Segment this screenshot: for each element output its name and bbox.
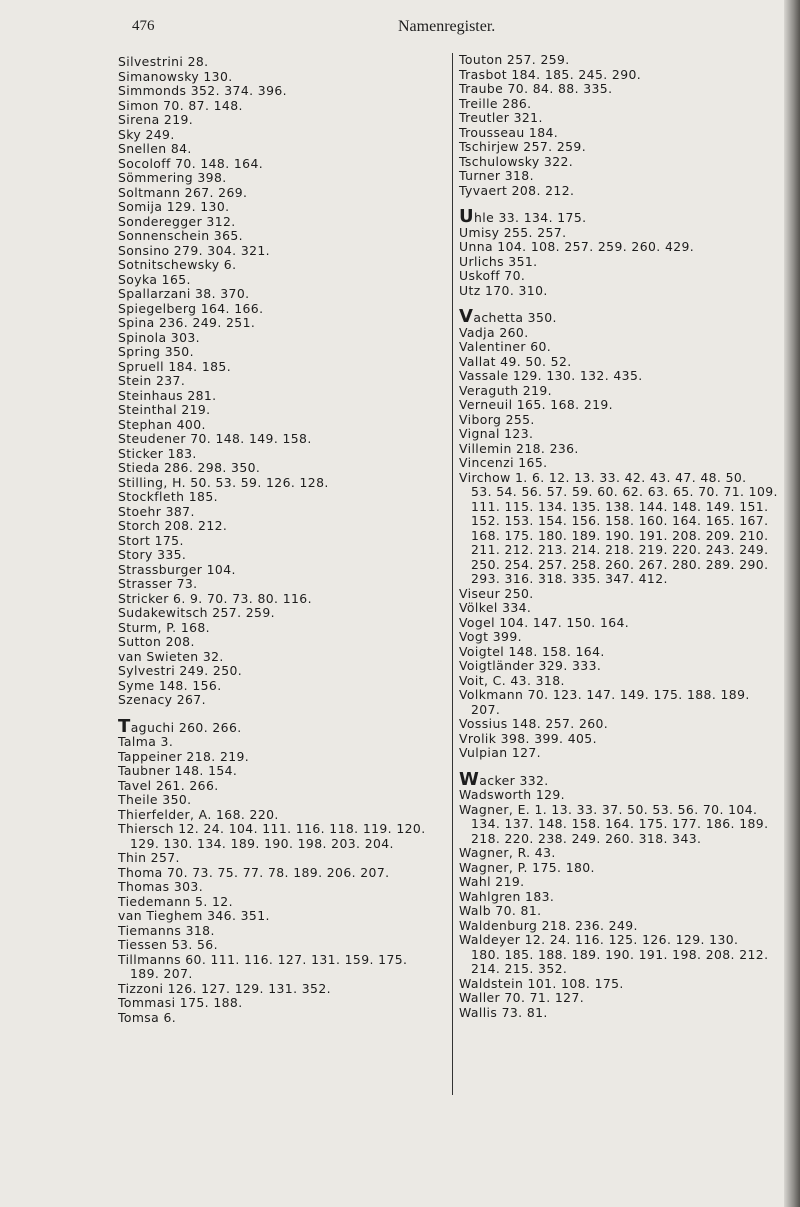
index-entry-text: Tillmanns 60. 111. 116. 127. 131. 159. 175. <box>118 951 408 967</box>
index-entry-text: Silvestrini 28. <box>118 54 209 69</box>
section-initial-letter: W <box>459 768 480 790</box>
index-entry <box>459 226 797 241</box>
index-entry <box>459 875 797 890</box>
index-entry <box>459 398 797 413</box>
section-initial-letter: V <box>459 306 474 327</box>
index-entry-text: Sonsino 279. 304. 321. <box>118 242 271 258</box>
index-entry-text: Veraguth 219. <box>459 382 552 398</box>
index-entry-text: Spina 236. 249. 251. <box>118 315 256 330</box>
index-entry-text: Wagner, R. 43. <box>459 845 556 860</box>
index-entry <box>459 126 797 141</box>
index-entry <box>459 255 797 270</box>
index-entry-text: Walb 70. 81. <box>459 903 542 918</box>
index-entry-text: Wahl 219. <box>459 874 525 889</box>
index-entry-text: Tomsa 6. <box>118 1009 177 1025</box>
page-edge-shadow <box>784 0 800 1207</box>
index-entry <box>459 630 797 645</box>
index-entry-text: Thomas 303. <box>118 879 204 894</box>
index-entry <box>118 200 443 215</box>
index-entry <box>118 650 443 665</box>
index-entry <box>459 674 797 689</box>
index-entry <box>459 904 797 919</box>
index-entry <box>459 645 797 660</box>
index-entry-text: Stieda 286. 298. 350. <box>118 460 261 475</box>
page-number: 476 <box>132 18 155 34</box>
index-entry-continuation: 180. 185. 188. 189. 190. 191. 198. 208. 212. 214. 215. 352. <box>471 946 769 976</box>
index-entry-text: Sudakewitsch 257. 259. <box>118 605 275 620</box>
index-entry-text: Virchow 1. 6. 12. 13. 33. 42. 43. 47. 48. 50. <box>459 469 747 485</box>
index-entry <box>118 345 443 360</box>
index-entry <box>118 244 443 259</box>
index-entry <box>118 808 443 823</box>
index-entry-continuation: 207. <box>471 701 501 717</box>
index-entry <box>118 113 443 128</box>
index-entry-text: Sotnitschewsky 6. <box>118 257 237 272</box>
index-entry-text: Spiegelberg 164. 166. <box>118 300 264 316</box>
index-entry-continuation: 134. 137. 148. 158. 164. 175. 177. 186. 189. 218. 220. 238. 249. 260. 318. 343. <box>471 816 769 846</box>
index-entry-text: Sylvestri 249. 250. <box>118 663 243 678</box>
index-entry <box>459 326 797 341</box>
index-entry <box>459 861 797 876</box>
page-header <box>0 18 800 40</box>
index-entry-text: Steudener 70. 148. 149. 158. <box>118 431 312 446</box>
index-entry-text: Story 335. <box>118 547 187 562</box>
index-entry <box>118 822 443 851</box>
index-entry-text: Unna 104. 108. 257. 259. 260. 429. <box>459 239 695 254</box>
index-entry-text: Voigtländer 329. 333. <box>459 658 602 673</box>
index-entry-text: Utz 170. 310. <box>459 282 548 298</box>
index-entry <box>118 548 443 563</box>
index-entry-text: Sonnenschein 365. <box>118 228 243 243</box>
section-initial-letter: U <box>459 206 475 227</box>
index-entry-text: Tizzoni 126. 127. 129. 131. 352. <box>118 980 331 996</box>
index-entry <box>118 128 443 143</box>
index-entry-text: Vrolik 398. 399. 405. <box>459 730 597 746</box>
index-entry-text: Viborg 255. <box>459 411 535 427</box>
index-entry <box>118 447 443 462</box>
index-entry-text: Vignal 123. <box>459 426 534 441</box>
index-entry-text: Sturm, P. 168. <box>118 619 211 635</box>
index-entry <box>118 996 443 1011</box>
index-entry-text: Trasbot 184. 185. 245. 290. <box>459 66 642 82</box>
index-entry <box>118 735 443 750</box>
index-entry <box>118 461 443 476</box>
index-entry-text: Socoloff 70. 148. 164. <box>118 155 264 171</box>
index-entry <box>459 746 797 761</box>
index-entry <box>459 340 797 355</box>
index-entry <box>118 99 443 114</box>
index-entry-continuation: 189. 207. <box>130 966 193 981</box>
index-entry-text: Waldeyer 12. 24. 116. 125. 126. 129. 130. <box>459 932 739 947</box>
index-entry-text: Tiedemann 5. 12. <box>118 893 233 909</box>
index-entry <box>459 587 797 602</box>
index-column-left <box>118 55 443 1025</box>
index-entry-text: Strassburger 104. <box>118 561 236 577</box>
index-entry <box>118 635 443 650</box>
index-entry <box>459 427 797 442</box>
section-gap <box>118 708 443 720</box>
index-entry-text: Vulpian 127. <box>459 745 542 760</box>
index-entry <box>118 432 443 447</box>
index-entry-text: achetta 350. <box>473 310 557 325</box>
index-entry <box>118 606 443 621</box>
index-entry-text: Waldstein 101. 108. 175. <box>459 975 624 991</box>
index-entry <box>118 793 443 808</box>
index-entry-text: Voigtel 148. 158. 164. <box>459 643 605 659</box>
index-entry <box>459 306 797 327</box>
index-entry-text: Sticker 183. <box>118 445 197 461</box>
index-entry-text: Völkel 334. <box>459 600 532 615</box>
index-entry-text: Steinthal 219. <box>118 402 211 417</box>
index-entry <box>118 851 443 866</box>
index-entry <box>118 895 443 910</box>
index-entry <box>459 890 797 905</box>
index-entry <box>459 355 797 370</box>
index-entry-text: Treille 286. <box>459 95 532 111</box>
index-entry <box>118 621 443 636</box>
index-entry-text: Stephan 400. <box>118 416 206 432</box>
index-entry <box>118 229 443 244</box>
index-entry <box>118 693 443 708</box>
index-entry <box>118 273 443 288</box>
index-entry-text: Stoehr 387. <box>118 503 195 519</box>
index-entry <box>459 53 797 68</box>
index-entry-text: Strasser 73. <box>118 576 198 591</box>
index-entry-text: Stein 237. <box>118 373 186 388</box>
index-entry-text: Steinhaus 281. <box>118 387 217 403</box>
index-entry <box>118 953 443 982</box>
index-entry <box>459 788 797 803</box>
index-entry <box>459 601 797 616</box>
index-entry-text: Thin 257. <box>118 850 180 865</box>
index-entry <box>118 55 443 70</box>
index-entry <box>459 1006 797 1021</box>
index-entry-text: Tiessen 53. 56. <box>118 937 218 952</box>
index-entry <box>459 659 797 674</box>
index-entry <box>118 664 443 679</box>
index-entry-text: Sky 249. <box>118 126 175 142</box>
index-entry-text: Wallis 73. 81. <box>459 1004 548 1020</box>
index-entry-text: Trousseau 184. <box>459 124 559 140</box>
index-entry-text: Tyvaert 208. 212. <box>459 182 575 198</box>
index-entry-text: Simanowsky 130. <box>118 68 233 84</box>
index-entry-text: Verneuil 165. 168. 219. <box>459 397 614 412</box>
index-entry-text: Snellen 84. <box>118 141 192 156</box>
index-entry-text: hle 33. 134. 175. <box>474 210 587 225</box>
index-entry-text: acker 332. <box>479 772 549 788</box>
index-entry-text: Spallarzani 38. 370. <box>118 286 250 301</box>
page-title: Namenregister. <box>398 18 496 35</box>
index-entry-text: Sirena 219. <box>118 112 194 127</box>
index-entry <box>118 418 443 433</box>
index-entry <box>459 616 797 631</box>
index-entry <box>459 413 797 428</box>
index-entry <box>118 909 443 924</box>
index-entry <box>118 171 443 186</box>
index-entry <box>118 215 443 230</box>
index-entry-text: Soltmann 267. 269. <box>118 184 248 200</box>
index-entry <box>118 880 443 895</box>
index-entry <box>459 111 797 126</box>
index-entry-text: Sömmering 398. <box>118 170 227 185</box>
index-entry <box>118 519 443 534</box>
index-entry <box>459 206 797 227</box>
index-entry-text: Tschirjew 257. 259. <box>459 139 587 154</box>
index-entry <box>459 155 797 170</box>
index-entry <box>459 140 797 155</box>
index-entry-text: Turner 318. <box>459 168 534 183</box>
index-entry-text: Syme 148. 156. <box>118 677 222 693</box>
index-entry <box>459 688 797 717</box>
index-entry <box>459 803 797 847</box>
index-entry-text: Vossius 148. 257. 260. <box>459 716 609 731</box>
index-entry <box>459 97 797 112</box>
index-entry-text: Valentiner 60. <box>459 339 552 354</box>
index-entry-text: Waller 70. 71. 127. <box>459 990 585 1005</box>
index-entry-text: Sutton 208. <box>118 634 195 649</box>
index-entry <box>118 534 443 549</box>
index-entry-text: Waldenburg 218. 236. 249. <box>459 917 638 933</box>
section-gap <box>459 298 797 310</box>
index-entry <box>118 750 443 765</box>
index-entry <box>118 142 443 157</box>
index-entry <box>118 866 443 881</box>
index-entry <box>118 316 443 331</box>
index-entry <box>459 442 797 457</box>
index-entry-text: aguchi 260. 266. <box>130 719 242 735</box>
index-entry-text: Volkmann 70. 123. 147. 149. 175. 188. 189. <box>459 687 750 702</box>
index-entry-text: van Tieghem 346. 351. <box>118 908 270 923</box>
index-entry <box>118 505 443 520</box>
index-entry-text: Wagner, P. 175. 180. <box>459 859 595 875</box>
index-entry-text: Wadsworth 129. <box>459 787 566 802</box>
index-entry <box>118 924 443 939</box>
index-entry-text: Stilling, H. 50. 53. 59. 126. 128. <box>118 474 329 490</box>
index-entry <box>118 715 443 737</box>
index-entry <box>118 84 443 99</box>
index-entry <box>118 186 443 201</box>
index-entry <box>118 764 443 779</box>
index-entry-text: Vogel 104. 147. 150. 164. <box>459 614 630 630</box>
index-entry <box>118 490 443 505</box>
index-entry <box>459 82 797 97</box>
index-entry <box>118 287 443 302</box>
index-entry <box>118 779 443 794</box>
index-entry-continuation: 129. 130. 134. 189. 190. 198. 203. 204. <box>130 835 394 851</box>
index-entry-text: Thierfelder, A. 168. 220. <box>118 806 279 822</box>
index-entry-text: Spruell 184. 185. <box>118 358 232 374</box>
index-entry-text: Uskoff 70. <box>459 268 526 283</box>
index-entry-text: Taubner 148. 154. <box>118 763 238 778</box>
index-entry-text: Talma 3. <box>118 734 174 749</box>
index-entry-text: Simmonds 352. 374. 396. <box>118 83 287 98</box>
index-entry-text: Soyka 165. <box>118 271 191 287</box>
index-entry <box>459 169 797 184</box>
index-entry <box>459 717 797 732</box>
index-entry-text: Voit, C. 43. 318. <box>459 672 565 688</box>
index-entry-text: Villemin 218. 236. <box>459 440 579 456</box>
section-gap <box>459 198 797 210</box>
index-entry <box>118 563 443 578</box>
index-entry-text: Tommasi 175. 188. <box>118 995 243 1010</box>
index-entry <box>118 258 443 273</box>
index-entry <box>118 302 443 317</box>
index-entry-text: Simon 70. 87. 148. <box>118 97 243 113</box>
index-entry-text: Urlichs 351. <box>459 253 538 269</box>
index-entry <box>118 592 443 607</box>
index-entry <box>459 369 797 384</box>
index-entry-continuation: 53. 54. 56. 57. 59. 60. 62. 63. 65. 70. 71. 109. 111. 115. 134. 135. 138. 144. 148. 149. 151. 152. 153. 154. 156. 158. 160. 164. 165. 167. 168. 175. 180. 189. 190. 191. 208. 209. 210. 211. 212. 213. 214. 218. 219. 220. 243. 249. 250. 254. 257. 258. 260. 267. 280. 289. 290. 293. 316. 318. 335. 347. 412. <box>471 484 778 586</box>
index-entry <box>118 360 443 375</box>
index-entry <box>459 284 797 299</box>
index-entry-text: Touton 257. 259. <box>459 52 570 67</box>
index-entry-text: Vogt 399. <box>459 629 522 644</box>
index-entry-text: Theile 350. <box>118 792 192 807</box>
index-entry-text: Spring 350. <box>118 344 194 359</box>
index-entry <box>118 982 443 997</box>
index-entry <box>118 476 443 491</box>
index-entry-text: Szenacy 267. <box>118 692 206 707</box>
index-entry-text: Sonderegger 312. <box>118 213 236 229</box>
index-entry <box>459 384 797 399</box>
index-entry-text: Stort 175. <box>118 532 184 548</box>
index-entry <box>118 577 443 592</box>
index-entry <box>459 991 797 1006</box>
index-entry-text: Tschulowsky 322. <box>459 153 574 169</box>
index-column-right <box>452 53 797 1095</box>
index-entry-text: Vadja 260. <box>459 324 529 340</box>
index-entry <box>459 471 797 587</box>
index-entry <box>118 374 443 389</box>
index-entry <box>459 456 797 471</box>
index-entry-text: Umisy 255. 257. <box>459 224 567 240</box>
index-entry-text: Tiemanns 318. <box>118 922 215 938</box>
index-entry <box>118 679 443 694</box>
index-entry <box>118 938 443 953</box>
index-entry <box>118 70 443 85</box>
index-entry <box>459 919 797 934</box>
index-entry <box>459 732 797 747</box>
index-entry <box>459 240 797 255</box>
index-entry-text: Stricker 6. 9. 70. 73. 80. 116. <box>118 590 312 606</box>
index-entry <box>118 389 443 404</box>
index-entry-text: Tavel 261. 266. <box>118 777 219 793</box>
index-entry <box>459 269 797 284</box>
index-entry-text: van Swieten 32. <box>118 648 224 664</box>
index-entry-text: Somija 129. 130. <box>118 199 230 214</box>
index-entry-text: Spinola 303. <box>118 329 200 345</box>
index-entry-text: Storch 208. 212. <box>118 518 228 533</box>
index-entry-text: Thoma 70. 73. 75. 77. 78. 189. 206. 207. <box>118 864 390 880</box>
index-entry <box>118 403 443 418</box>
index-entry <box>118 157 443 172</box>
index-entry <box>459 933 797 977</box>
index-entry-text: Viseur 250. <box>459 585 534 601</box>
index-entry-text: Vincenzi 165. <box>459 455 548 470</box>
index-entry <box>459 68 797 83</box>
index-entry-text: Tappeiner 218. 219. <box>118 748 250 764</box>
index-entry-text: Vallat 49. 50. 52. <box>459 353 572 369</box>
index-entry-text: Stockfleth 185. <box>118 489 218 504</box>
index-entry-text: Thiersch 12. 24. 104. 111. 116. 118. 119. 120. <box>118 821 426 836</box>
index-entry-text: Wahlgren 183. <box>459 888 555 904</box>
section-initial-letter: T <box>118 715 131 737</box>
index-entry-text: Traube 70. 84. 88. 335. <box>459 81 613 96</box>
index-entry-text: Wagner, E. 1. 13. 33. 37. 50. 53. 56. 70. 104. <box>459 801 758 817</box>
index-entry <box>459 977 797 992</box>
section-gap <box>459 761 797 773</box>
index-entry <box>118 331 443 346</box>
index-entry <box>459 768 797 790</box>
index-entry <box>459 184 797 199</box>
index-entry-text: Treutler 321. <box>459 110 543 125</box>
index-entry <box>118 1011 443 1026</box>
index-entry <box>459 846 797 861</box>
index-entry-text: Vassale 129. 130. 132. 435. <box>459 368 643 383</box>
